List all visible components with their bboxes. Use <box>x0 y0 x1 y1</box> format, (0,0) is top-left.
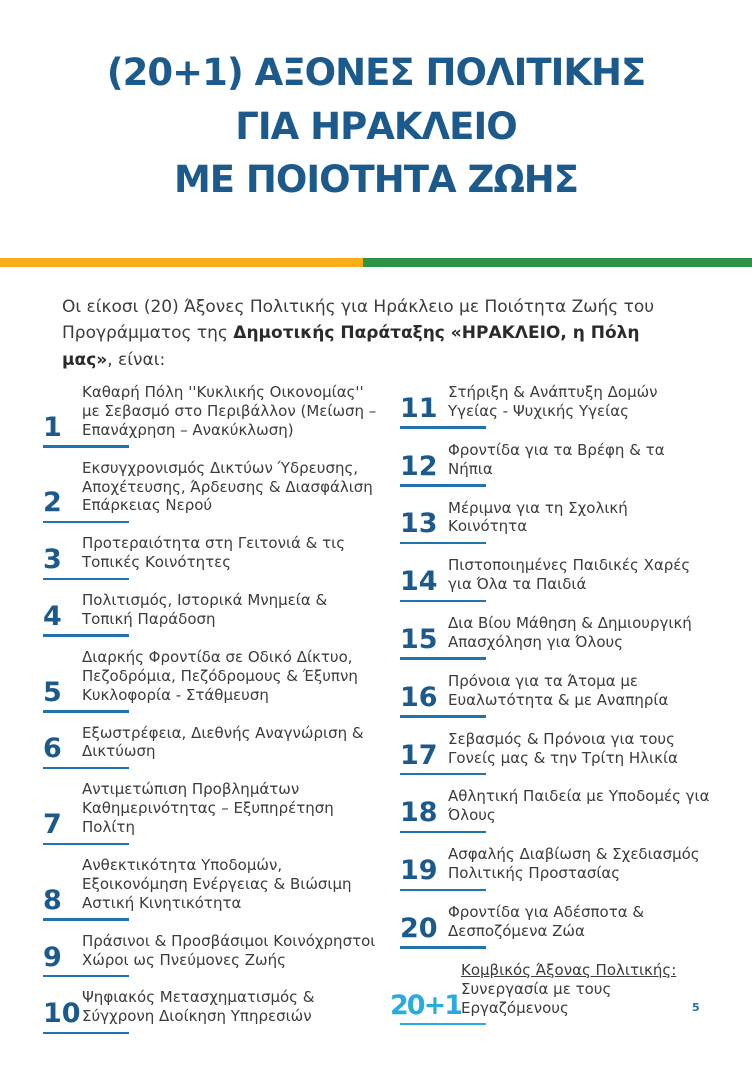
axis-number-underline <box>400 773 486 776</box>
page-title-line-2: ΓΙΑ ΗΡΑΚΛΕΙΟ <box>235 104 517 148</box>
axis-text: Πιστοποιημένες Παιδικές Χαρές για Όλα τα Παιδιά <box>448 556 691 594</box>
axis-number-underline <box>400 542 486 545</box>
axis-item-20 <box>400 903 715 944</box>
axis-item-14 <box>400 556 715 598</box>
axis-text: Πρόνοια για τα Άτομα με Ευαλωτότητα & με Αναπηρία <box>448 671 669 709</box>
axis-number: 1 <box>43 411 62 443</box>
axis-number: 11 <box>400 392 438 424</box>
axis-text-underlined: Κομβικός Άξονας Πολιτικής: <box>460 960 677 979</box>
axes-column-right <box>390 383 715 1045</box>
axis-number: 18 <box>400 797 438 829</box>
axis-item-12 <box>400 440 715 482</box>
axis-text-rest: Συνεργασία με τους Εργαζόμενους <box>460 979 612 1017</box>
axes-column-left <box>43 383 377 1045</box>
axis-number: 7 <box>43 809 62 841</box>
axis-number: 13 <box>400 508 438 540</box>
page-title-line-3: ΜΕ ΠΟΙΟΤΗΤΑ ΖΩΗΣ <box>173 158 579 202</box>
axis-item-8 <box>43 856 377 916</box>
page-number: 5 <box>692 1001 700 1014</box>
axis-text: Ψηφιακός Μετασχηματισμός & Σύγχρονη Διοίκηση Υπηρεσιών <box>82 988 315 1026</box>
axis-number-underline <box>43 918 129 921</box>
axis-item-20+1 <box>390 960 715 1021</box>
axis-number-underline <box>400 946 486 949</box>
axis-number-underline <box>400 889 486 892</box>
axis-text <box>461 961 715 1018</box>
axis-number-underline <box>43 710 129 713</box>
axis-number: 20+1 <box>390 989 461 1021</box>
axis-text: Προτεραιότητα στη Γειτονιά & τις Τοπικές Κοινότητες <box>82 534 346 572</box>
axis-text: Δια Βίου Μάθηση & Δημιουργική Απασχόληση για Όλους <box>448 614 692 652</box>
axis-item-16 <box>400 671 715 713</box>
axis-item-17 <box>400 729 715 771</box>
axis-text: Εκσυγχρονισμός Δικτύων Ύδρευσης, Αποχέτευσης, Άρδευσης & Διασφάλιση Επάρκειας Νερού <box>82 458 373 515</box>
axis-number: 5 <box>43 676 62 708</box>
axis-number: 9 <box>43 941 62 973</box>
divider-orange-segment <box>0 258 363 267</box>
axis-item-13 <box>400 498 715 540</box>
axis-number: 2 <box>43 487 62 519</box>
axis-item-15 <box>400 614 715 655</box>
axis-number: 17 <box>400 739 438 771</box>
axis-number-underline <box>400 831 486 834</box>
axis-number-underline <box>400 657 486 660</box>
divider-bar <box>0 258 752 267</box>
axis-item-3 <box>43 534 377 576</box>
intro-text-end: , είναι: <box>107 349 166 370</box>
axis-number-underline <box>43 767 129 770</box>
axes-columns <box>43 383 715 1045</box>
page-title <box>0 46 752 207</box>
axis-number-underline <box>400 484 486 487</box>
axis-text: Καθαρή Πόλη ''Κυκλικής Οικονομίας'' με Σεβασμό στο Περιβάλλον (Μείωση – Επανάχρηση – Ανακύκλωση) <box>82 383 377 439</box>
axis-number-underline <box>43 1032 129 1035</box>
axis-number: 20 <box>400 912 438 944</box>
axis-number: 8 <box>43 884 62 916</box>
axis-number-underline <box>43 843 129 846</box>
intro-text-start: Οι είκοσι (20) Άξονες Πολιτικής για Ηράκλειο με Ποιότητα Ζωής του Προγράμματος της <box>62 297 655 344</box>
axis-item-19 <box>400 845 715 887</box>
axis-number: 6 <box>43 733 62 765</box>
axis-number: 15 <box>400 623 438 655</box>
axis-number-underline <box>400 600 486 603</box>
axis-text: Ανθεκτικότητα Υποδομών, Εξοικονόμηση Ενέργειας & Βιώσιμη Αστική Κινητικότητα <box>82 856 352 912</box>
axis-number-underline <box>43 578 129 581</box>
axis-item-6 <box>43 723 377 765</box>
axis-number: 19 <box>400 855 438 887</box>
intro-paragraph <box>62 294 690 373</box>
axis-item-4 <box>43 591 377 632</box>
axis-text: Μέριμνα για τη Σχολική Κοινότητα <box>448 498 628 536</box>
axis-text: Ασφαλής Διαβίωση & Σχεδιασμός Πολιτικής Προστασίας <box>448 845 700 883</box>
axis-item-7 <box>43 780 377 841</box>
axis-item-18 <box>400 787 715 829</box>
axis-number-underline <box>400 1023 486 1026</box>
axis-number-underline <box>400 426 486 429</box>
axis-text: Αντιμετώπιση Προβλημάτων Καθημερινότητας – Εξυπηρέτηση Πολίτη <box>82 780 334 837</box>
axis-item-9 <box>43 931 377 973</box>
intro-text-bold: Δημοτικής Παράταξης «ΗΡΑΚΛΕΙΟ, η Πόλη μας» <box>62 323 640 370</box>
page-title-line-1: (20+1) ΑΞΟΝΕΣ ΠΟΛΙΤΙΚΗΣ <box>106 51 646 94</box>
axis-number: 3 <box>43 544 62 576</box>
axis-text: Αθλητική Παιδεία με Υποδομές για Όλους <box>448 787 710 825</box>
axis-text: Στήριξη & Ανάπτυξη Δομών Υγείας - Ψυχικής Υγείας <box>448 383 658 420</box>
axis-number: 16 <box>400 681 438 713</box>
axis-number-underline <box>400 715 486 718</box>
axis-text: Πράσινοι & Προσβάσιμοι Κοινόχρηστοι Χώροι ως Πνεύμονες Ζωής <box>82 931 376 969</box>
axis-item-2 <box>43 458 377 519</box>
axis-item-5 <box>43 647 377 708</box>
axis-number: 10 <box>43 998 81 1030</box>
axis-text: Διαρκής Φροντίδα σε Οδικό Δίκτυο, Πεζοδρόμια, Πεζόδρομους & Έξυπνη Κυκλοφορία - Στάθμευση <box>82 647 358 704</box>
axis-item-10 <box>43 988 377 1030</box>
axis-number: 12 <box>400 450 438 482</box>
axis-item-1 <box>43 383 377 443</box>
axis-number: 4 <box>43 600 62 632</box>
axis-item-11 <box>400 383 715 424</box>
axis-text: Πολιτισμός, Ιστορικά Μνημεία & Τοπική Παράδοση <box>82 591 328 629</box>
axis-text: Εξωστρέφεια, Διεθνής Αναγνώριση & Δικτύωση <box>82 723 364 761</box>
axis-number-underline <box>43 445 129 448</box>
axis-text: Φροντίδα για Αδέσποτα & Δεσποζόμενα Ζώα <box>448 903 645 940</box>
axis-text: Φροντίδα για τα Βρέφη & τα Νήπια <box>448 440 665 478</box>
divider-green-segment <box>363 258 752 267</box>
axis-text: Σεβασμός & Πρόνοια για τους Γονείς μας & την Τρίτη Ηλικία <box>448 729 678 767</box>
axis-number-underline <box>43 521 129 524</box>
axis-number: 14 <box>400 566 438 598</box>
axis-number-underline <box>43 634 129 637</box>
axis-number-underline <box>43 975 129 978</box>
